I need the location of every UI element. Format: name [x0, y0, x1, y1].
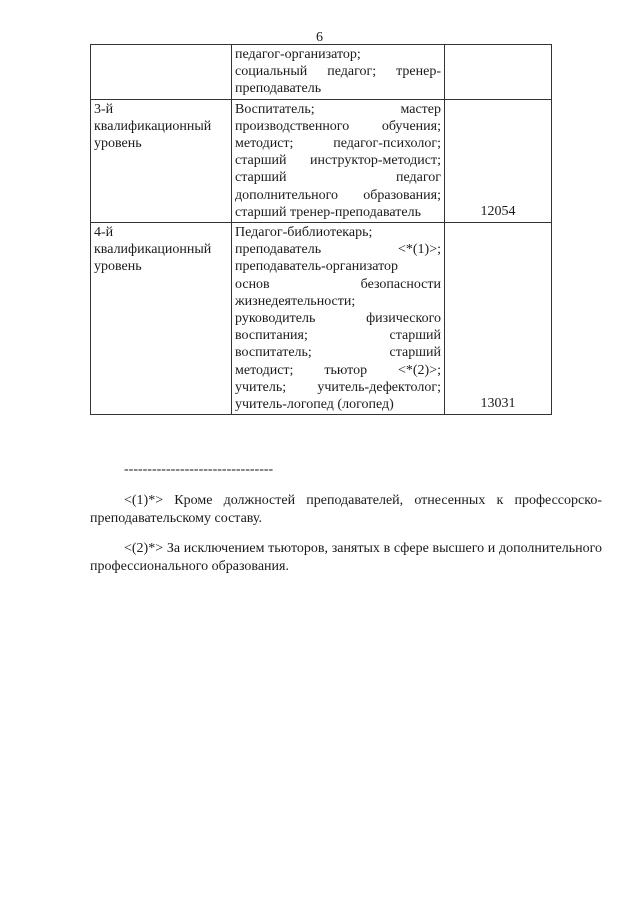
level-cell: 4-й квалификационный уровень [91, 223, 232, 415]
position-line: производственного обучения; [235, 118, 441, 134]
table-body [91, 45, 552, 415]
position-line: воспитатель; старший [235, 345, 441, 361]
position-line: воспитания; старший [235, 328, 441, 344]
table-row [91, 99, 552, 222]
position-line: учитель-логопед (логопед) [235, 397, 394, 413]
position-line: преподаватель [235, 81, 322, 97]
position-line: учитель; учитель-дефектолог; [235, 379, 441, 395]
position-line: старший инструктор-методист; [235, 153, 441, 169]
position-line: методист; педагог-психолог; [235, 136, 441, 152]
table-row [91, 223, 552, 415]
positions-cell [232, 223, 445, 415]
salary-cell [445, 45, 552, 100]
footnote-1: <(1)*> Кроме должностей преподавателей, отнесенных к профессорско-преподавательскому составу. [90, 493, 602, 526]
position-line: жизнедеятельности; [235, 293, 356, 309]
page-number: 6 [316, 30, 323, 45]
table-row [91, 45, 552, 100]
position-line: старший тренер-преподаватель [235, 204, 421, 220]
salary-cell: 13031 [445, 223, 552, 415]
positions-cell [232, 45, 445, 100]
position-line: методист; тьютор <*(2)>; [235, 362, 441, 378]
positions-cell [232, 99, 445, 222]
position-line: педагог-организатор; [235, 47, 361, 62]
position-line: преподаватель-организатор [235, 259, 399, 275]
level-cell: 3-й квалификационный уровень [91, 99, 232, 222]
qualification-table [90, 44, 552, 415]
salary-cell: 12054 [445, 99, 552, 222]
footnote-2: <(2)*> За исключением тьюторов, занятых в сфере высшего и дополнительного профессионального образования. [90, 541, 602, 574]
footnote-separator: -------------------------------- [124, 462, 274, 477]
position-line: социальный педагог; тренер- [235, 64, 441, 80]
position-line: Педагог-библиотекарь; [235, 225, 373, 241]
position-line: основ безопасности [235, 276, 441, 292]
position-line: руководитель физического [235, 311, 441, 327]
level-cell [91, 45, 232, 100]
position-line: старший педагог [235, 170, 441, 186]
position-line: Воспитатель; мастер [235, 101, 441, 117]
position-line: дополнительного образования; [235, 187, 441, 203]
position-line: преподаватель <*(1)>; [235, 242, 441, 258]
